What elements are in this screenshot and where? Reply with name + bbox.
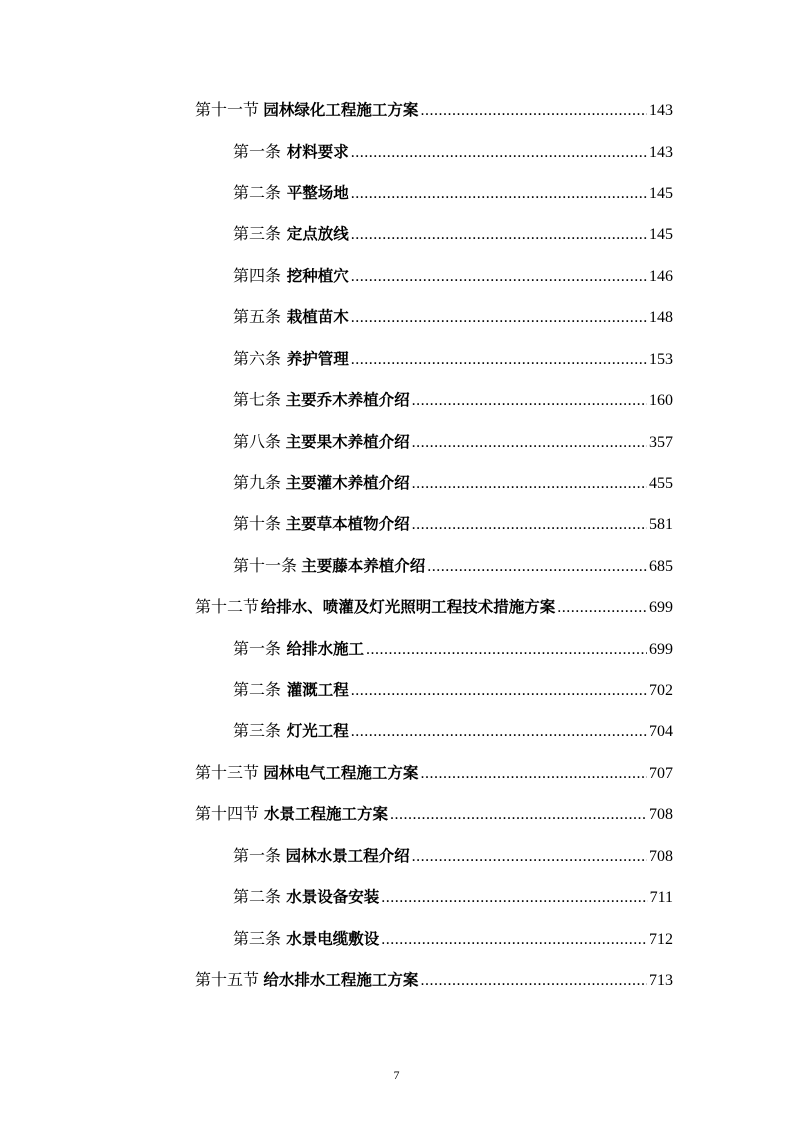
- toc-page: 685: [649, 558, 673, 575]
- toc-entry[interactable]: [233, 844, 673, 868]
- toc-entry[interactable]: [233, 885, 673, 909]
- toc-number: 第三条: [233, 224, 282, 243]
- toc-title: 主要草本植物介绍: [285, 515, 410, 533]
- toc-number: 第二条: [233, 680, 282, 699]
- toc-page: 704: [649, 723, 673, 740]
- toc-number: 第九条: [233, 473, 282, 492]
- toc-page: 143: [649, 144, 673, 161]
- toc-title: 主要灌木养植介绍: [285, 474, 410, 492]
- toc-entry[interactable]: [233, 140, 673, 164]
- toc-entry[interactable]: [233, 264, 673, 288]
- toc-title: 灯光工程: [286, 722, 349, 740]
- toc-entry[interactable]: [195, 968, 673, 992]
- toc-page: 707: [649, 765, 673, 782]
- toc-number: 第四条: [233, 266, 282, 285]
- toc-entry[interactable]: [233, 512, 673, 536]
- toc-page: 711: [649, 889, 673, 906]
- toc-title: 材料要求: [286, 143, 349, 161]
- toc-entry[interactable]: [195, 98, 673, 122]
- toc-entry[interactable]: [233, 181, 673, 205]
- toc-entry[interactable]: [233, 471, 673, 495]
- toc-page: 708: [649, 848, 673, 865]
- toc-number: 第一条: [233, 142, 282, 161]
- toc-title: 平整场地: [286, 184, 349, 202]
- toc-leader: [390, 803, 647, 827]
- toc-leader: [351, 223, 647, 247]
- toc-number: 第八条: [233, 432, 282, 451]
- toc-leader: [381, 886, 647, 910]
- page-number: 7: [393, 1068, 400, 1082]
- toc-title: 栽植苗木: [286, 308, 349, 326]
- toc-leader: [351, 265, 647, 289]
- toc-page: 145: [649, 226, 673, 243]
- toc-number: 第十三节: [195, 763, 260, 782]
- toc-number: 第十二节: [195, 597, 260, 616]
- toc-page: 699: [649, 599, 673, 616]
- toc-page: 148: [649, 309, 673, 326]
- toc-leader: [427, 555, 647, 579]
- toc-page: 455: [649, 475, 673, 492]
- toc-title: 给水排水工程施工方案: [263, 971, 419, 989]
- toc-entry[interactable]: [233, 554, 673, 578]
- toc-leader: [420, 969, 647, 993]
- toc-number: 第十五节: [195, 970, 260, 989]
- toc-leader: [557, 596, 647, 620]
- toc-entry[interactable]: [233, 430, 673, 454]
- toc-entry[interactable]: [233, 222, 673, 246]
- toc-page: 145: [649, 185, 673, 202]
- toc-number: 第六条: [233, 349, 282, 368]
- toc-page: 143: [649, 102, 673, 119]
- toc-number: 第一条: [233, 639, 282, 658]
- toc-entry[interactable]: [233, 388, 673, 412]
- toc-page: 160: [649, 392, 673, 409]
- toc-page: 708: [649, 806, 673, 823]
- toc-title: 主要藤本养植介绍: [301, 557, 426, 575]
- toc-leader: [351, 720, 647, 744]
- toc-leader: [351, 348, 647, 372]
- toc-number: 第十条: [233, 514, 282, 533]
- toc-page: 581: [649, 516, 673, 533]
- toc-number: 第三条: [233, 929, 282, 948]
- toc-title: 园林绿化工程施工方案: [263, 101, 419, 119]
- toc-leader: [351, 182, 647, 206]
- toc-number: 第十一条: [233, 556, 298, 575]
- toc-entry[interactable]: [195, 595, 673, 619]
- toc-page: 357: [649, 434, 673, 451]
- toc-number: 第十一节: [195, 100, 260, 119]
- toc-leader: [381, 928, 647, 952]
- toc-number: 第五条: [233, 307, 282, 326]
- toc-entry[interactable]: [233, 347, 673, 371]
- toc-entry[interactable]: [195, 802, 673, 826]
- toc-entry[interactable]: [233, 637, 673, 661]
- toc-title: 挖种植穴: [286, 267, 349, 285]
- toc-page: 702: [649, 682, 673, 699]
- toc-entry[interactable]: [195, 761, 673, 785]
- toc-page: 713: [649, 972, 673, 989]
- toc-title: 水景电缆敷设: [286, 930, 380, 948]
- toc-title: 主要果木养植介绍: [285, 433, 410, 451]
- toc-title: 园林电气工程施工方案: [263, 764, 419, 782]
- toc-leader: [412, 389, 647, 413]
- toc-number: 第二条: [233, 887, 282, 906]
- toc-title: 主要乔木养植介绍: [285, 391, 410, 409]
- toc-leader: [366, 638, 647, 662]
- toc-leader: [420, 99, 647, 123]
- toc-leader: [351, 306, 647, 330]
- toc-number: 第一条: [233, 846, 282, 865]
- toc-number: 第三条: [233, 721, 282, 740]
- toc-page: 153: [649, 351, 673, 368]
- toc-number: 第二条: [233, 183, 282, 202]
- toc-leader: [412, 513, 647, 537]
- toc-number: 第七条: [233, 390, 282, 409]
- toc-leader: [412, 472, 647, 496]
- toc-title: 园林水景工程介绍: [285, 847, 410, 865]
- toc-title: 给排水、喷灌及灯光照明工程技术措施方案: [260, 598, 556, 616]
- toc-page: 699: [649, 641, 673, 658]
- toc-entry[interactable]: [233, 305, 673, 329]
- toc-leader: [351, 679, 647, 703]
- toc-entry[interactable]: [233, 927, 673, 951]
- toc-title: 灌溉工程: [286, 681, 349, 699]
- toc-leader: [412, 845, 647, 869]
- toc-entry[interactable]: [233, 719, 673, 743]
- toc-leader: [412, 431, 647, 455]
- toc-leader: [420, 762, 647, 786]
- toc-title: 养护管理: [286, 350, 349, 368]
- toc-title: 定点放线: [286, 225, 349, 243]
- toc-number: 第十四节: [195, 804, 260, 823]
- toc-entry[interactable]: [233, 678, 673, 702]
- toc-title: 水景设备安装: [286, 888, 380, 906]
- toc-page: 712: [649, 931, 673, 948]
- toc-title: 水景工程施工方案: [264, 805, 389, 823]
- toc-title: 给排水施工: [286, 640, 364, 658]
- toc-page: 146: [649, 268, 673, 285]
- toc-leader: [351, 141, 647, 165]
